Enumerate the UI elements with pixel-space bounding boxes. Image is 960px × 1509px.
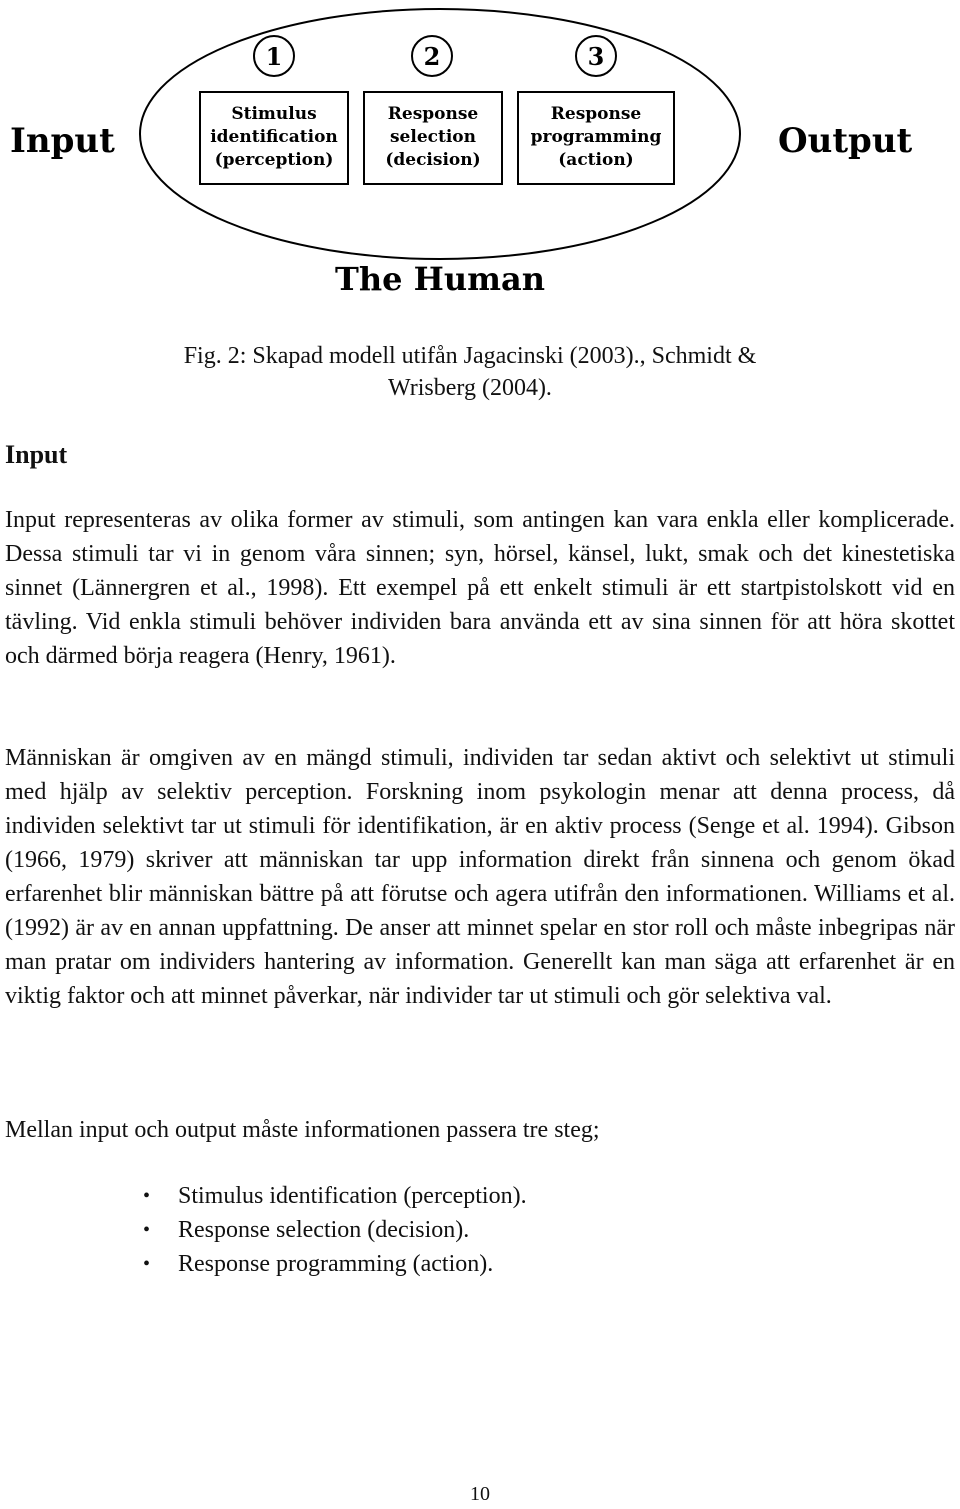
bullet-icon: • [143, 1185, 151, 1207]
list-item-text: Stimulus identification (perception). [178, 1183, 527, 1209]
paragraph-3: Mellan input och output måste informationen passera tre steg; [5, 1117, 600, 1143]
stage-number-circle-3 [576, 36, 616, 76]
stage-number-1: 1 [265, 42, 283, 71]
section-heading: Input [5, 440, 68, 469]
figure-caption-line-2: Wrisberg (2004). [388, 375, 552, 401]
list-item-text: Response programming (action). [178, 1251, 494, 1277]
stage-number-circle-2 [412, 36, 452, 76]
human-information-processing-diagram [0, 0, 960, 310]
figure-caption-line-1: Fig. 2: Skapad modell utifån Jagacinski (2003)., Schmidt & [183, 343, 757, 369]
list-item [0, 1213, 527, 1247]
stage-2-line-3: (decision) [385, 150, 481, 170]
bullet-icon: • [143, 1253, 151, 1275]
stage-number-circle-1 [254, 36, 294, 76]
page-number: 10 [470, 1483, 490, 1505]
stage-box-1 [200, 92, 348, 184]
figure-caption [150, 340, 790, 404]
list-item [0, 1179, 527, 1213]
stage-3-line-2: programming [530, 127, 662, 147]
stage-2-line-1: Response [387, 104, 479, 124]
stage-1-line-2: identification [210, 127, 338, 147]
stage-number-2: 2 [423, 42, 441, 71]
stage-2-line-2: selection [389, 127, 477, 147]
stage-1-line-3: (perception) [214, 150, 334, 170]
stage-number-3: 3 [587, 42, 605, 71]
output-label: Output [778, 121, 913, 161]
paragraph-1: Input representeras av olika former av stimuli, som antingen kan vara enkla eller komplicerade. Dessa stimuli tar vi in genom våra sinnen; syn, hörsel, känsel, lukt, smak och det kinestetiska sinnet (Lännergren et al., 1998). Ett exempel på ett enkelt stimuli är ett startpistolskott vid en tävling. Vid enkla stimuli behöver individen bara använda ett av sina sinnen för att höra skottet och därmed börja reagera (Henry, 1961). [5, 507, 955, 669]
stage-box-3 [518, 92, 674, 184]
input-label: Input [10, 121, 115, 161]
bullet-icon: • [143, 1219, 151, 1241]
stage-box-2 [364, 92, 502, 184]
steps-list [0, 1179, 527, 1281]
stage-1-line-1: Stimulus [231, 104, 317, 124]
paragraph-2: Människan är omgiven av en mängd stimuli, individen tar sedan aktivt och selektivt ut stimuli med hjälp av selektiv perception. Forskning inom psykologin menar att denna process, då individen selektivt tar ut stimuli för identifikation, är en aktiv process (Senge et al. 1994). Gibson (1966, 1979) skriver att människan tar upp information direkt från sinnena och genom ökad erfarenhet blir människan bättre på att förutse och agera utifrån den informationen. Williams et al. (1992) är av en annan uppfattning. De anser att minnet spelar en stor roll och måste inbegripas när man pratar om individers hantering av information. Generellt kan man säga att erfarenhet är en viktig faktor och att minnet påverkar, när individer tar ut stimuli och gör selektiva val. [5, 745, 955, 1009]
list-item-text: Response selection (decision). [178, 1217, 470, 1243]
list-item [0, 1247, 527, 1281]
stage-3-line-1: Response [550, 104, 642, 124]
stage-3-line-3: (action) [558, 150, 634, 170]
human-label: The Human [335, 260, 545, 298]
